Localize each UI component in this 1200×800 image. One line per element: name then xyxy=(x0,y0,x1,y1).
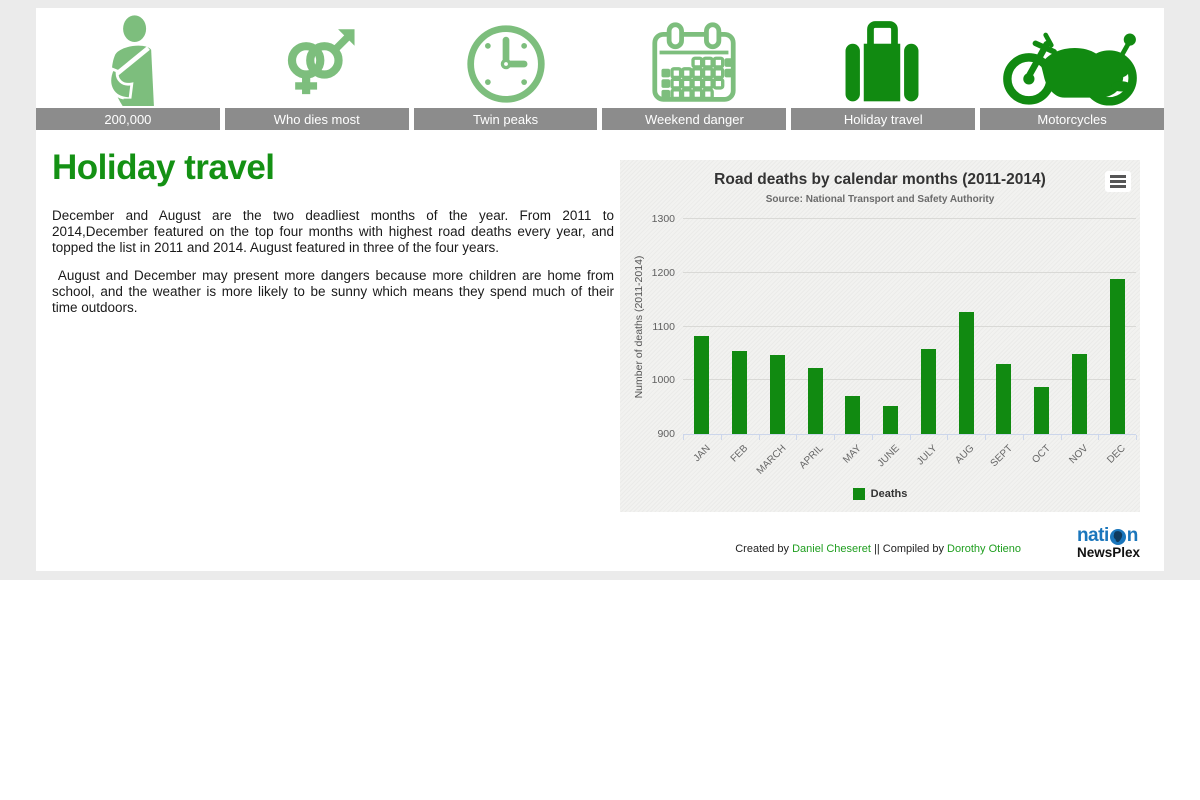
bar-aug[interactable] xyxy=(959,312,974,434)
x-axis-label: JUNE xyxy=(875,443,902,470)
article xyxy=(52,148,618,327)
tab-weekend-danger[interactable]: Weekend danger xyxy=(602,108,786,130)
nav-item-motorcycles[interactable] xyxy=(976,8,1164,108)
x-axis-label: DEC xyxy=(1105,443,1128,466)
x-axis-label: JAN xyxy=(691,443,713,465)
bar-july[interactable] xyxy=(921,349,936,434)
gridline-1200 xyxy=(683,272,1136,273)
x-axis-label: JULY xyxy=(914,443,940,468)
x-tick-mark xyxy=(683,435,684,440)
y-tick-label: 1100 xyxy=(652,320,675,333)
bar-march[interactable] xyxy=(770,355,785,434)
tab-motorcycles[interactable]: Motorcycles xyxy=(980,108,1164,130)
tab-twin-peaks[interactable]: Twin peaks xyxy=(414,108,598,130)
bar-april[interactable] xyxy=(808,368,823,434)
compiled-by-link[interactable]: Dorothy Otieno xyxy=(947,543,1021,555)
injured-person-icon xyxy=(91,14,169,106)
bar-june[interactable] xyxy=(883,406,898,434)
bar-feb[interactable] xyxy=(732,351,747,434)
chart-subtitle: Source: National Transport and Safety Authority xyxy=(765,194,995,205)
tab-200000[interactable]: 200,000 xyxy=(36,108,220,130)
motorcycle-icon xyxy=(997,20,1143,106)
compiled-by-label: || Compiled by xyxy=(870,543,948,555)
bar-jan[interactable] xyxy=(694,336,709,434)
tab-holiday-travel[interactable]: Holiday travel xyxy=(791,108,975,130)
tab-who-dies-most[interactable]: Who dies most xyxy=(225,108,409,130)
x-axis-label: APRIL xyxy=(797,443,826,472)
clock-icon xyxy=(464,22,548,106)
tab-row xyxy=(36,108,1164,130)
nav-item-200000[interactable] xyxy=(36,8,224,108)
x-tick-mark xyxy=(872,435,873,440)
x-tick-mark xyxy=(759,435,760,440)
nation-newsplex-logo xyxy=(1077,526,1140,560)
x-tick-mark xyxy=(796,435,797,440)
chart-legend[interactable] xyxy=(620,488,1140,500)
legend-swatch xyxy=(853,488,865,500)
y-tick-label: 900 xyxy=(657,428,675,440)
x-axis-label: MAY xyxy=(841,443,864,466)
y-tick-label: 1000 xyxy=(651,374,675,387)
nav-item-who-dies-most[interactable] xyxy=(224,8,412,108)
x-tick-mark xyxy=(1098,435,1099,440)
x-axis-label: MARCH xyxy=(754,443,789,477)
bar-oct[interactable] xyxy=(1034,387,1049,434)
x-axis-label: OCT xyxy=(1029,443,1053,466)
bar-nov[interactable] xyxy=(1072,354,1087,434)
created-by-label: Created by xyxy=(735,543,793,555)
x-axis-label: NOV xyxy=(1067,443,1091,467)
gridline-1100 xyxy=(683,326,1136,327)
x-tick-mark xyxy=(985,435,986,440)
page-title: Holiday travel xyxy=(52,148,275,187)
bar-may[interactable] xyxy=(845,396,860,434)
x-tick-mark xyxy=(947,435,948,440)
chart-panel xyxy=(620,160,1140,512)
x-axis-label: AUG xyxy=(953,443,977,467)
x-tick-mark xyxy=(1136,435,1137,440)
icon-nav-row xyxy=(36,8,1164,108)
x-tick-mark xyxy=(721,435,722,440)
x-tick-mark xyxy=(910,435,911,440)
x-tick-mark xyxy=(1023,435,1024,440)
gender-symbols-icon xyxy=(276,22,360,106)
bar-sept[interactable] xyxy=(996,364,1011,434)
calendar-icon xyxy=(650,22,738,106)
x-axis-label: SEPT xyxy=(988,443,1015,470)
chart-plot xyxy=(633,213,1136,477)
gridline-1300 xyxy=(683,218,1136,219)
x-axis-label: FEB xyxy=(728,443,751,465)
x-tick-mark xyxy=(1061,435,1062,440)
suitcase-icon xyxy=(834,16,930,106)
y-tick-label: 1300 xyxy=(651,213,675,225)
nav-item-weekend-danger[interactable] xyxy=(600,8,788,108)
x-tick-mark xyxy=(834,435,835,440)
logo-text-n: n xyxy=(1126,525,1138,546)
nav-item-twin-peaks[interactable] xyxy=(412,8,600,108)
gridline-1000 xyxy=(683,379,1136,380)
chart-export-menu-icon[interactable] xyxy=(1105,171,1131,192)
credits-line xyxy=(735,543,1021,555)
y-tick-label: 1200 xyxy=(651,266,675,279)
logo-text-newsplex: NewsPlex xyxy=(1076,545,1140,560)
article-paragraph-1: December and August are the two deadliest months of the year. From 2011 to 2014,December featured on the top four months with highest road deaths every year, and topped the list in 2011 and 2014. August featured in three of the four years. xyxy=(52,208,618,256)
chart-title: Road deaths by calendar months (2011-2014) xyxy=(714,171,1046,188)
article-paragraph-2: August and December may present more dangers because more children are home from school, and the weather is more likely to be sunny which means they spend much of their time outdoors. xyxy=(52,267,618,315)
y-axis-title: Number of deaths (2011-2014) xyxy=(633,255,645,399)
created-by-link[interactable]: Daniel Cheseret xyxy=(792,543,871,555)
globe-icon xyxy=(1110,529,1126,545)
bar-dec[interactable] xyxy=(1110,279,1125,434)
infographic-card xyxy=(36,8,1164,571)
legend-label: Deaths xyxy=(870,488,908,500)
nav-item-holiday-travel[interactable] xyxy=(788,8,976,108)
logo-text-nati: nati xyxy=(1076,525,1109,546)
